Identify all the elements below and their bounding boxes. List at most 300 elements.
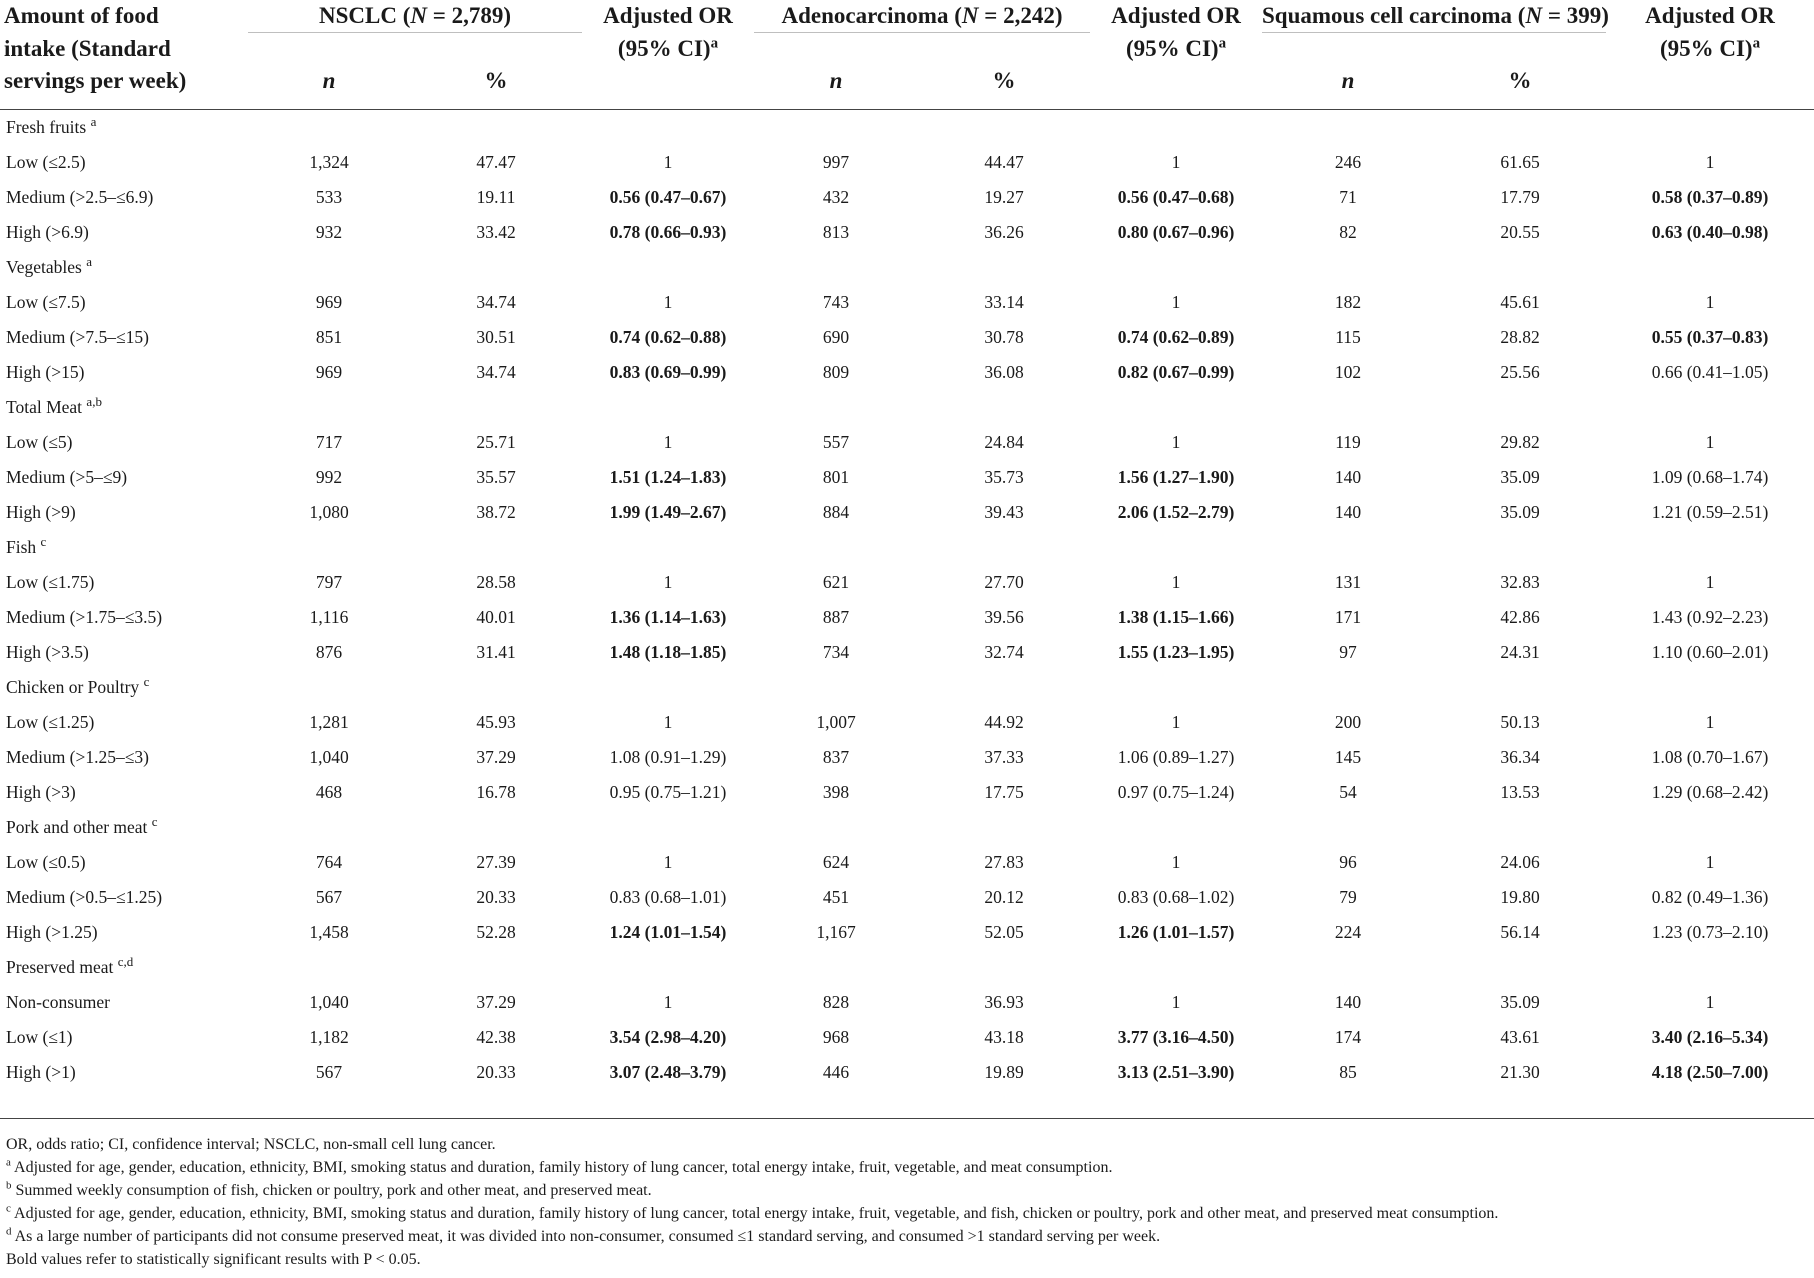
pct-cell: 37.29 xyxy=(476,992,516,1012)
or-cell: 1 xyxy=(1171,992,1181,1012)
pct-cell: 20.55 xyxy=(1500,222,1540,242)
spacer xyxy=(1606,65,1814,110)
pct-cell: 13.53 xyxy=(1500,782,1540,802)
or-cell: 1.29 (0.68–2.42) xyxy=(1651,782,1769,802)
n-cell: 533 xyxy=(315,187,343,207)
pct-cell: 39.43 xyxy=(984,502,1024,522)
header-first-col-line-3: servings per week) xyxy=(0,65,248,110)
spacer xyxy=(1262,33,1606,66)
or-cell: 1 xyxy=(1705,292,1715,312)
n-cell: 764 xyxy=(315,852,343,872)
n-cell: 79 xyxy=(1339,887,1357,907)
footnote xyxy=(0,1133,1814,1156)
pct-cell: 43.18 xyxy=(984,1027,1024,1047)
pct-cell: 52.05 xyxy=(984,922,1024,942)
pct-cell: 35.73 xyxy=(984,467,1024,487)
section-title: Total Meat $^{a,b}$ xyxy=(6,394,102,417)
n-cell: 1,324 xyxy=(309,152,349,172)
or-cell: 1 xyxy=(1705,572,1715,592)
row-label: Medium (>1.75–≤3.5) xyxy=(6,607,163,627)
table-body xyxy=(0,110,1814,1091)
pct-cell: 28.82 xyxy=(1500,327,1540,347)
header-first-col-line-1: Amount of food xyxy=(4,3,159,28)
header-n-2: n xyxy=(754,65,918,110)
pct-cell: 35.57 xyxy=(476,467,516,487)
table-row xyxy=(0,600,1814,635)
or-cell: 1 xyxy=(663,152,673,172)
table-row xyxy=(0,915,1814,950)
pct-cell: 36.26 xyxy=(984,222,1024,242)
or-label: Adjusted OR xyxy=(1111,3,1241,28)
or-cell: 1.36 (1.14–1.63) xyxy=(609,607,727,627)
table-row xyxy=(0,215,1814,250)
footnote-text: OR, odds ratio; CI, confidence interval; NSCLC, non-small cell lung cancer. xyxy=(6,1136,496,1153)
or-cell: 3.54 (2.98–4.20) xyxy=(609,1027,727,1047)
section-row xyxy=(0,950,1814,985)
header-or-2 xyxy=(1090,0,1262,33)
or-cell: 1.10 (0.60–2.01) xyxy=(1651,642,1769,662)
footnote-mark: c xyxy=(6,1202,11,1215)
row-label: Medium (>2.5–≤6.9) xyxy=(6,187,154,207)
ci-sup: a xyxy=(1218,34,1227,51)
or-cell: 1 xyxy=(1705,992,1715,1012)
table-row xyxy=(0,495,1814,530)
row-label: High (>3.5) xyxy=(6,642,89,662)
n-cell: 567 xyxy=(315,887,343,907)
n-cell: 96 xyxy=(1339,852,1357,872)
or-cell: 0.80 (0.67–0.96) xyxy=(1117,222,1235,242)
row-label: Medium (>1.25–≤3) xyxy=(6,747,149,767)
n-cell: 174 xyxy=(1334,1027,1362,1047)
n-cell: 887 xyxy=(822,607,850,627)
row-label: Low (≤5) xyxy=(6,432,73,452)
or-cell: 0.95 (0.75–1.21) xyxy=(609,782,727,802)
pct-cell: 29.82 xyxy=(1500,432,1540,452)
pct-cell: 45.93 xyxy=(476,712,516,732)
pct-cell: 19.11 xyxy=(476,187,516,207)
group-name: Adenocarcinoma xyxy=(781,3,949,28)
or-cell: 0.56 (0.47–0.67) xyxy=(609,187,727,207)
or-cell: 1.23 (0.73–2.10) xyxy=(1651,922,1769,942)
or-cell: 1 xyxy=(1705,432,1715,452)
or-cell: 1 xyxy=(663,572,673,592)
n-cell: 119 xyxy=(1335,432,1361,452)
table-row xyxy=(0,145,1814,180)
or-cell: 1 xyxy=(1705,712,1715,732)
spacer xyxy=(248,670,1814,705)
table-row xyxy=(0,985,1814,1020)
n-cell: 102 xyxy=(1334,362,1362,382)
pct-cell: 42.86 xyxy=(1500,607,1540,627)
header-n-3: n xyxy=(1262,65,1434,110)
pct-cell: 17.75 xyxy=(984,782,1024,802)
header-row-3 xyxy=(0,65,1814,110)
or-cell: 1.55 (1.23–1.95) xyxy=(1117,642,1235,662)
or-cell: 1.06 (0.89–1.27) xyxy=(1117,747,1235,767)
n-cell: 468 xyxy=(315,782,343,802)
n-cell: 1,281 xyxy=(309,712,349,732)
footnote xyxy=(0,1202,1814,1225)
n-cell: 1,116 xyxy=(309,607,349,627)
or-cell: 1 xyxy=(663,992,673,1012)
or-cell: 1 xyxy=(1171,572,1181,592)
section-sup: a xyxy=(86,254,92,270)
group-name: NSCLC xyxy=(318,3,397,28)
table-row xyxy=(0,705,1814,740)
pct-cell: 19.80 xyxy=(1500,887,1540,907)
section-row xyxy=(0,530,1814,565)
section-sup: c xyxy=(151,814,158,830)
pct-cell: 19.27 xyxy=(984,187,1024,207)
or-cell: 1.51 (1.24–1.83) xyxy=(609,467,727,487)
row-label: High (>15) xyxy=(6,362,85,382)
section-row xyxy=(0,390,1814,425)
n-cell: 171 xyxy=(1334,607,1362,627)
row-label: Low (≤7.5) xyxy=(6,292,86,312)
n-cell: 621 xyxy=(822,572,850,592)
pct-cell: 25.56 xyxy=(1500,362,1540,382)
pct-cell: 24.84 xyxy=(984,432,1024,452)
row-label: High (>1) xyxy=(6,1062,76,1082)
group-n: (N = 399) xyxy=(1517,3,1609,28)
footnote xyxy=(0,1225,1814,1248)
n-cell: 1,007 xyxy=(816,712,856,732)
group-name: Squamous cell carcinoma xyxy=(1262,3,1513,28)
table-row xyxy=(0,845,1814,880)
section-row xyxy=(0,250,1814,285)
n-cell: 97 xyxy=(1339,642,1357,662)
n-cell: 246 xyxy=(1334,152,1362,172)
or-label: Adjusted OR xyxy=(1645,3,1775,28)
n-cell: 54 xyxy=(1339,782,1357,802)
table-row xyxy=(0,285,1814,320)
or-cell: 3.07 (2.48–3.79) xyxy=(609,1062,727,1082)
table-row xyxy=(0,1055,1814,1090)
spacer xyxy=(248,390,1814,425)
or-cell: 0.66 (0.41–1.05) xyxy=(1651,362,1769,382)
or-cell: 3.40 (2.16–5.34) xyxy=(1651,1027,1769,1047)
pct-cell: 44.92 xyxy=(984,712,1024,732)
or-cell: 0.56 (0.47–0.68) xyxy=(1117,187,1235,207)
pct-cell: 21.30 xyxy=(1500,1062,1540,1082)
group-n: (N = 2,242) xyxy=(954,3,1063,28)
n-cell: 140 xyxy=(1334,467,1362,487)
footnote-text: Adjusted for age, gender, education, ethnicity, BMI, smoking status and duration, family history of lung cancer, total energy intake, fruit, vegetable, and fish, chicken or poultry, pork and other meat, and preserved meat consumption. xyxy=(14,1205,1499,1222)
n-cell: 876 xyxy=(315,642,343,662)
ci-label: (95% CI) xyxy=(617,35,711,61)
n-cell: 451 xyxy=(822,887,850,907)
section-sup: c xyxy=(40,534,47,550)
header-group-nsclc xyxy=(248,0,582,33)
header-pct-2: % xyxy=(918,65,1090,110)
pct-cell: 27.39 xyxy=(476,852,516,872)
n-cell: 224 xyxy=(1334,922,1362,942)
n-cell: 743 xyxy=(822,292,850,312)
n-cell: 1,040 xyxy=(309,747,349,767)
pct-cell: 36.93 xyxy=(984,992,1024,1012)
footnote xyxy=(0,1156,1814,1179)
pct-cell: 25.71 xyxy=(476,432,516,452)
header-group-adeno xyxy=(754,0,1090,33)
or-cell: 1 xyxy=(1705,852,1715,872)
header-pct-1: % xyxy=(410,65,582,110)
pct-cell: 37.29 xyxy=(476,747,516,767)
header-n-1: n xyxy=(248,65,410,110)
section-title: Vegetables $^a$ xyxy=(6,254,92,277)
table-row xyxy=(0,425,1814,460)
pct-cell: 47.47 xyxy=(476,152,516,172)
n-cell: 932 xyxy=(315,222,343,242)
footnote-text: As a large number of participants did not consume preserved meat, it was divided into non-consumer, consumed ≤1 standard serving, and consumed >1 standard serving per week. xyxy=(14,1228,1161,1245)
or-cell: 1.26 (1.01–1.57) xyxy=(1117,922,1235,942)
or-cell: 0.97 (0.75–1.24) xyxy=(1117,782,1235,802)
n-cell: 1,167 xyxy=(816,922,856,942)
n-cell: 71 xyxy=(1339,187,1357,207)
or-label: Adjusted OR xyxy=(603,3,733,28)
or-cell: 1 xyxy=(663,292,673,312)
or-cell: 0.63 (0.40–0.98) xyxy=(1651,222,1769,242)
pct-cell: 43.61 xyxy=(1500,1027,1540,1047)
section-row xyxy=(0,670,1814,705)
pct-cell: 31.41 xyxy=(476,642,516,662)
or-cell: 1 xyxy=(663,712,673,732)
pct-cell: 36.08 xyxy=(984,362,1024,382)
row-label: High (>6.9) xyxy=(6,222,89,242)
section-sup: c xyxy=(143,674,150,690)
row-label: Medium (>5–≤9) xyxy=(6,467,128,487)
n-cell: 801 xyxy=(822,467,850,487)
section-row xyxy=(0,810,1814,845)
table-row xyxy=(0,565,1814,600)
header-ci-2 xyxy=(1090,33,1262,66)
footnote xyxy=(0,1248,1814,1271)
section-title: Preserved meat $^{c,d}$ xyxy=(6,954,134,977)
or-cell: 0.78 (0.66–0.93) xyxy=(609,222,727,242)
pct-cell: 50.13 xyxy=(1500,712,1540,732)
ci-label: (95% CI) xyxy=(1125,35,1219,61)
pct-cell: 35.09 xyxy=(1500,467,1540,487)
footnote-mark: a xyxy=(6,1156,11,1169)
n-cell: 1,080 xyxy=(309,502,349,522)
footnote xyxy=(0,1179,1814,1202)
pct-cell: 34.74 xyxy=(476,292,516,312)
n-cell: 997 xyxy=(822,152,850,172)
or-cell: 1 xyxy=(1171,292,1181,312)
pct-cell: 32.74 xyxy=(984,642,1024,662)
row-label: High (>3) xyxy=(6,782,76,802)
section-sup: c,d xyxy=(117,954,134,970)
table-row xyxy=(0,635,1814,670)
pct-cell: 30.51 xyxy=(476,327,516,347)
n-cell: 182 xyxy=(1334,292,1362,312)
table-row xyxy=(0,880,1814,915)
ci-label: (95% CI) xyxy=(1659,35,1753,61)
pct-cell: 35.09 xyxy=(1500,992,1540,1012)
or-cell: 1 xyxy=(1171,712,1181,732)
section-title: Chicken or Poultry $^c$ xyxy=(6,674,150,697)
section-sup: a xyxy=(90,114,97,130)
pct-cell: 39.56 xyxy=(984,607,1024,627)
pct-cell: 36.34 xyxy=(1500,747,1540,767)
section-row xyxy=(0,110,1814,146)
or-cell: 1 xyxy=(663,852,673,872)
pct-cell: 35.09 xyxy=(1500,502,1540,522)
or-cell: 3.13 (2.51–3.90) xyxy=(1117,1062,1235,1082)
spacer xyxy=(582,65,754,110)
pct-cell: 24.31 xyxy=(1500,642,1540,662)
n-cell: 200 xyxy=(1334,712,1362,732)
or-cell: 3.77 (3.16–4.50) xyxy=(1117,1027,1235,1047)
spacer xyxy=(248,110,1814,146)
row-label: High (>1.25) xyxy=(6,922,98,942)
footnote-text: Adjusted for age, gender, education, ethnicity, BMI, smoking status and duration, family history of lung cancer, total energy intake, fruit, vegetable, and meat consumption. xyxy=(14,1159,1113,1176)
row-label: Medium (>7.5–≤15) xyxy=(6,327,149,347)
table-row xyxy=(0,180,1814,215)
table-row xyxy=(0,740,1814,775)
or-cell: 0.74 (0.62–0.88) xyxy=(609,327,727,347)
pct-cell: 42.38 xyxy=(476,1027,516,1047)
or-cell: 0.82 (0.67–0.99) xyxy=(1117,362,1235,382)
or-cell: 0.83 (0.68–1.01) xyxy=(609,887,727,907)
row-label: Medium (>0.5–≤1.25) xyxy=(6,887,163,907)
pct-cell: 27.83 xyxy=(984,852,1024,872)
table-row xyxy=(0,320,1814,355)
n-cell: 851 xyxy=(315,327,343,347)
pct-cell: 52.28 xyxy=(476,922,516,942)
n-cell: 690 xyxy=(822,327,850,347)
group-n: (N = 2,789) xyxy=(402,3,512,28)
pct-cell: 38.72 xyxy=(476,502,516,522)
n-cell: 968 xyxy=(822,1027,850,1047)
n-cell: 969 xyxy=(315,362,343,382)
spacer xyxy=(248,810,1814,845)
pct-cell: 17.79 xyxy=(1500,187,1540,207)
n-cell: 809 xyxy=(822,362,850,382)
n-cell: 1,040 xyxy=(309,992,349,1012)
pct-cell: 61.65 xyxy=(1500,152,1540,172)
pct-cell: 37.33 xyxy=(984,747,1024,767)
header-ci-3 xyxy=(1606,33,1814,66)
or-cell: 1.56 (1.27–1.90) xyxy=(1117,467,1235,487)
section-title: Pork and other meat $^c$ xyxy=(6,814,158,837)
section-title: Fresh fruits $^a$ xyxy=(6,114,97,137)
n-cell: 884 xyxy=(822,502,850,522)
pct-cell: 20.12 xyxy=(984,887,1024,907)
header-row-1 xyxy=(0,0,1814,33)
header-first-col-line-2: intake (Standard xyxy=(4,35,171,61)
or-cell: 0.58 (0.37–0.89) xyxy=(1651,187,1769,207)
or-cell: 1.99 (1.49–2.67) xyxy=(609,502,727,522)
n-cell: 837 xyxy=(822,747,850,767)
n-cell: 828 xyxy=(822,992,850,1012)
n-cell: 140 xyxy=(1334,502,1362,522)
or-cell: 1.38 (1.15–1.66) xyxy=(1117,607,1235,627)
pct-cell: 34.74 xyxy=(476,362,516,382)
or-cell: 4.18 (2.50–7.00) xyxy=(1651,1062,1769,1082)
table-row xyxy=(0,355,1814,390)
n-cell: 717 xyxy=(315,432,343,452)
or-cell: 1 xyxy=(1171,152,1181,172)
or-cell: 1 xyxy=(1705,152,1715,172)
section-sup: a,b xyxy=(86,394,102,410)
row-label: Non-consumer xyxy=(6,992,111,1012)
n-cell: 557 xyxy=(822,432,850,452)
or-cell: 1.08 (0.91–1.29) xyxy=(609,747,727,767)
pct-cell: 45.61 xyxy=(1500,292,1540,312)
n-cell: 624 xyxy=(822,852,850,872)
or-cell: 1.21 (0.59–2.51) xyxy=(1651,502,1769,522)
or-cell: 0.83 (0.68–1.02) xyxy=(1117,887,1235,907)
or-cell: 2.06 (1.52–2.79) xyxy=(1117,502,1235,522)
or-cell: 1.43 (0.92–2.23) xyxy=(1651,607,1769,627)
footnote-text: Summed weekly consumption of fish, chicken or poultry, pork and other meat, and preserved meat. xyxy=(15,1182,652,1199)
or-cell: 1.09 (0.68–1.74) xyxy=(1651,467,1769,487)
table-row xyxy=(0,460,1814,495)
n-cell: 797 xyxy=(315,572,343,592)
n-cell: 85 xyxy=(1339,1062,1357,1082)
or-cell: 1.08 (0.70–1.67) xyxy=(1651,747,1769,767)
n-cell: 969 xyxy=(315,292,343,312)
ci-sup: a xyxy=(710,34,719,51)
pct-cell: 19.89 xyxy=(984,1062,1024,1082)
row-label: Low (≤1) xyxy=(6,1027,73,1047)
or-cell: 1 xyxy=(1171,852,1181,872)
header-ci-1 xyxy=(582,33,754,66)
n-cell: 140 xyxy=(1334,992,1362,1012)
spacer xyxy=(1090,65,1262,110)
spacer xyxy=(754,33,1090,66)
pct-cell: 16.78 xyxy=(476,782,516,802)
pct-cell: 33.14 xyxy=(984,292,1024,312)
spacer xyxy=(248,250,1814,285)
or-cell: 0.83 (0.69–0.99) xyxy=(609,362,727,382)
pct-cell: 32.83 xyxy=(1500,572,1540,592)
pct-cell: 40.01 xyxy=(476,607,516,627)
pct-cell: 27.70 xyxy=(984,572,1024,592)
pct-cell: 24.06 xyxy=(1500,852,1540,872)
header-group-scc xyxy=(1262,0,1609,33)
footnotes xyxy=(0,1118,1814,1271)
or-cell: 0.82 (0.49–1.36) xyxy=(1651,887,1769,907)
table-row xyxy=(0,775,1814,810)
row-label: Low (≤1.25) xyxy=(6,712,95,732)
header-or-3 xyxy=(1606,0,1814,33)
row-label: High (>9) xyxy=(6,502,76,522)
ci-sup: a xyxy=(1752,34,1761,51)
table-row xyxy=(0,1020,1814,1055)
n-cell: 567 xyxy=(315,1062,343,1082)
or-cell: 0.74 (0.62–0.89) xyxy=(1117,327,1235,347)
pct-cell: 56.14 xyxy=(1500,922,1540,942)
pct-cell: 33.42 xyxy=(476,222,516,242)
header-row-2 xyxy=(0,33,1814,66)
or-cell: 1 xyxy=(1171,432,1181,452)
spacer xyxy=(248,530,1814,565)
n-cell: 115 xyxy=(1335,327,1361,347)
pct-cell: 20.33 xyxy=(476,1062,516,1082)
row-label: Low (≤0.5) xyxy=(6,852,86,872)
footnote-mark: d xyxy=(6,1225,12,1238)
or-cell: 1.48 (1.18–1.85) xyxy=(609,642,727,662)
pct-cell: 28.58 xyxy=(476,572,516,592)
row-label: Low (≤1.75) xyxy=(6,572,95,592)
n-cell: 131 xyxy=(1334,572,1362,592)
spacer xyxy=(248,33,582,66)
or-cell: 0.55 (0.37–0.83) xyxy=(1651,327,1769,347)
footnote-text: Bold values refer to statistically significant results with P < 0.05. xyxy=(6,1251,421,1268)
n-cell: 145 xyxy=(1334,747,1362,767)
or-cell: 1 xyxy=(663,432,673,452)
